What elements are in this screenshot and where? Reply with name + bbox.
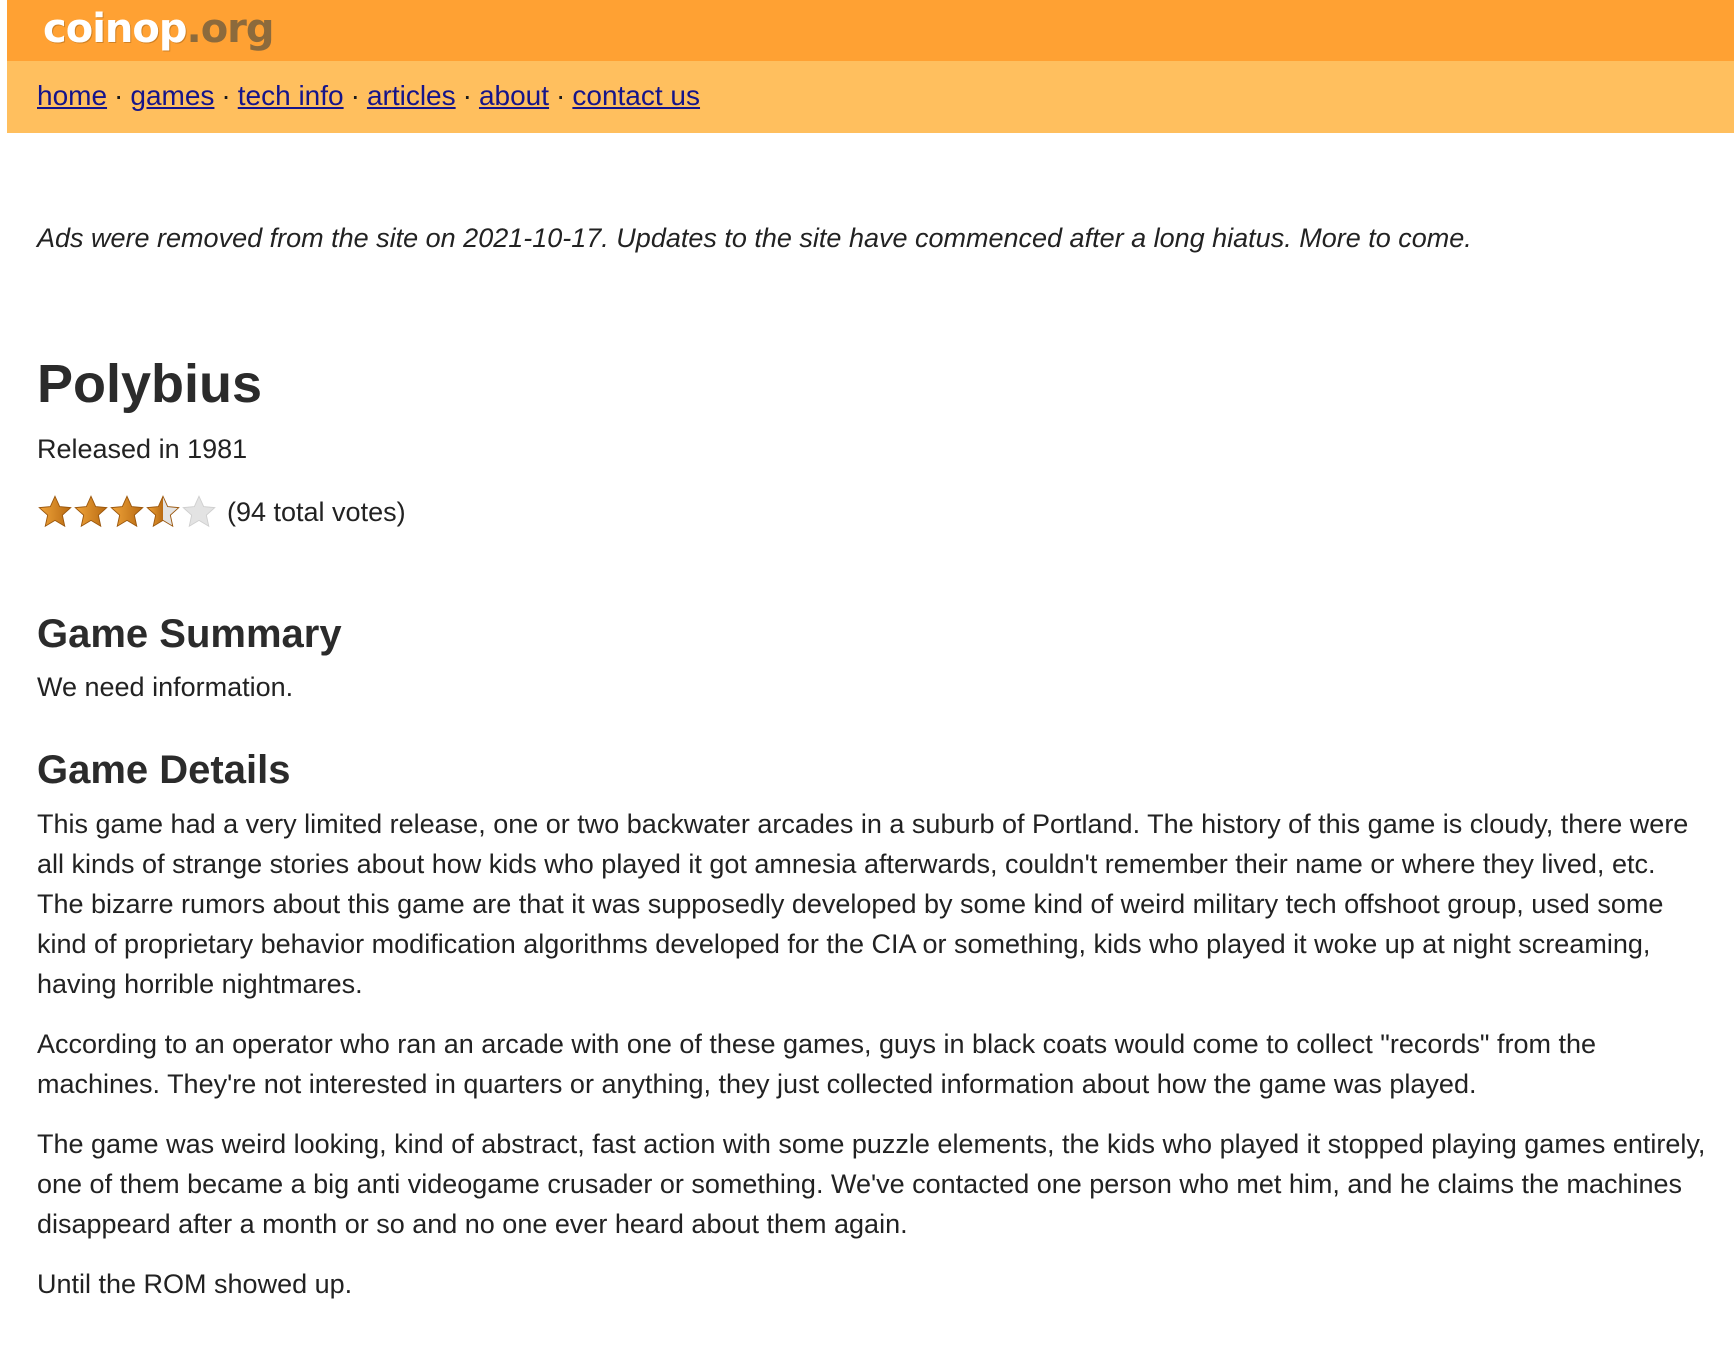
rating-widget [37,491,406,533]
site-header [7,0,1734,133]
nav-link-about[interactable]: about [478,80,550,111]
nav-separator: · [114,80,124,111]
release-year: Released in 1981 [37,434,248,464]
nav-link-home[interactable]: home [37,80,108,111]
nav-link-tech-info[interactable]: tech info [237,80,344,111]
nav-separator: · [350,80,360,111]
site-logo[interactable] [43,4,274,54]
logo-name: coinop [43,6,187,52]
star-icon[interactable] [73,494,109,530]
details-heading: Game Details [37,748,291,792]
nav-separator: · [221,80,231,111]
star-rating [37,494,217,530]
nav-separator: · [462,80,472,111]
star-icon[interactable] [37,494,73,530]
star-icon[interactable] [109,494,145,530]
summary-text: We need information. [37,672,294,702]
details-paragraph: The bizarre rumors about this game are that it was supposedly developed by some kind of weird military tech offshoot group, used some kind of proprietary behavior modification algorithms developed for the CIA or something, kids who played it woke up at night screaming, having horrible nightmares. [37,889,1664,999]
summary-heading: Game Summary [37,612,342,656]
star-icon[interactable] [145,494,181,530]
nav-separator: · [556,80,566,111]
site-notice: Ads were removed from the site on 2021-10-17. Updates to the site have commenced after a long hiatus. More to come. [37,223,1472,253]
nav-link-games[interactable]: games [130,80,215,111]
main-nav [37,78,700,114]
logo-tld: .org [186,6,274,52]
star-icon[interactable] [181,494,217,530]
nav-bar [7,61,1734,133]
details-paragraph: The game was weird looking, kind of abstract, fast action with some puzzle elements, the kids who played it stopped playing games entirely, one of them became a big anti videogame crusader or something. We've contacted one person who met him, and he claims the machines disappeard after a month or so and no one ever heard about them again. [37,1129,1706,1239]
vote-count: (94 total votes) [227,497,406,527]
page-title: Polybius [37,354,263,414]
nav-link-contact-us[interactable]: contact us [572,80,701,111]
nav-link-articles[interactable]: articles [366,80,456,111]
details-paragraph: This game had a very limited release, one or two backwater arcades in a suburb of Portland. The history of this game is cloudy, there were all kinds of strange stories about how kids who played it got amnesia afterwards, couldn't remember their name or where they lived, etc. [37,809,1689,879]
details-paragraph: Until the ROM showed up. [37,1269,353,1299]
logo-bar [7,0,1734,61]
details-body [37,804,1707,1304]
details-paragraph: According to an operator who ran an arcade with one of these games, guys in black coats would come to collect "records" from the machines. They're not interested in quarters or anything, they just collected information about how the game was played. [37,1029,1596,1099]
